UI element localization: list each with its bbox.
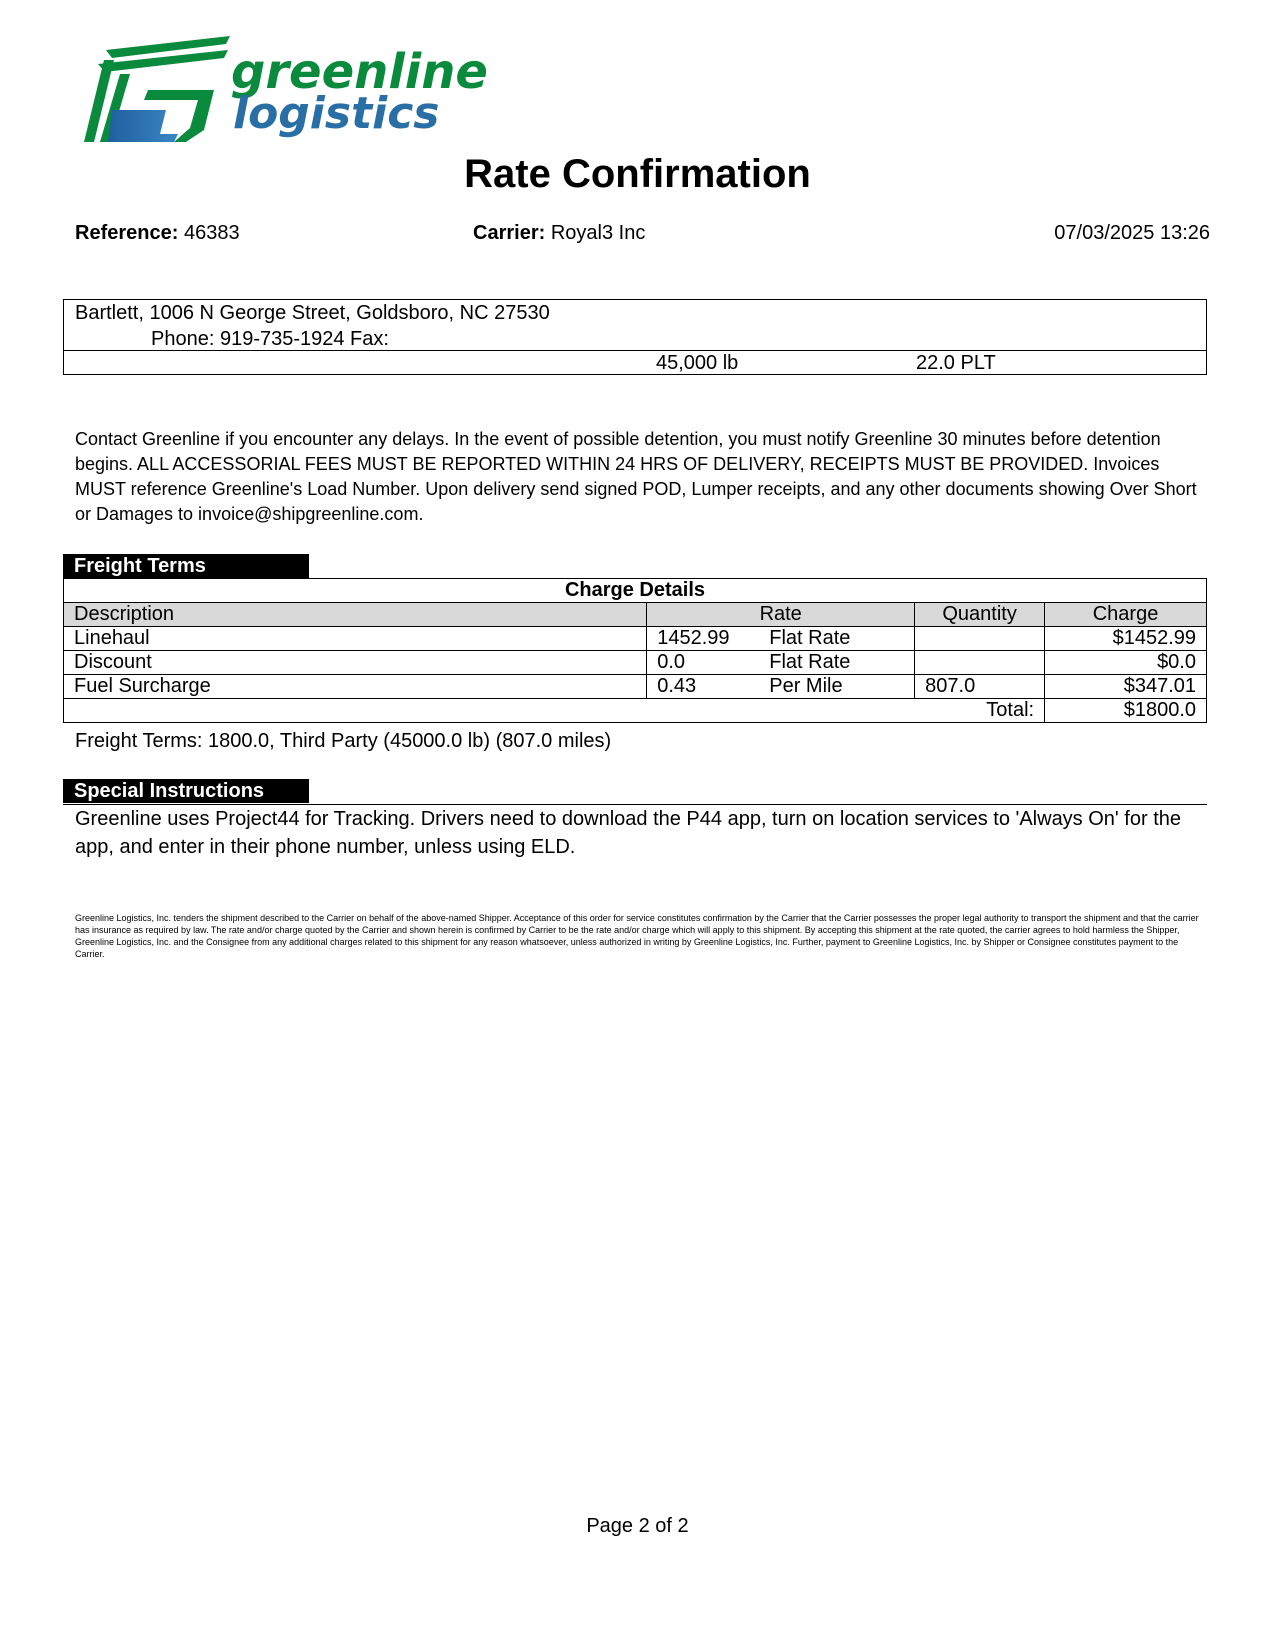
greenline-logo-icon: [78, 30, 488, 150]
column-header: Rate: [647, 603, 915, 627]
charge-description: Fuel Surcharge: [64, 675, 647, 699]
stop-weight: 45,000 lb: [656, 352, 739, 374]
rate-type: Flat Rate: [769, 627, 851, 649]
column-header: Description: [64, 603, 647, 627]
rate-type: Per Mile: [769, 675, 843, 697]
legal-disclaimer: Greenline Logistics, Inc. tenders the shipment described to the Carrier on behalf of the above-named Shipper. Acceptance of this order for service constitutes confirmation by the Carrier that the Carrier possesses the proper legal authority to transport the shipment and that the carrier has insurance as required by law. The rate and/or charge quoted by the Carrier and shown herein is confirmed by Carrier to be the rate and/or charge which will apply to this shipment. By accepting this shipment at the rate quoted, the carrier agrees to hold harmless the Shipper, Greenline Logistics, Inc. and the Consignee from any additional charges related to this shipment for any reason whatsoever, unless authorized in writing by Greenline Logistics, Inc. Further, payment to Greenline Logistics, Inc. by Shipper or Consignee constitutes payment to the Carrier.: [75, 913, 1199, 959]
freight-terms-heading: Freight Terms: [63, 554, 309, 578]
stop-divider: [64, 350, 1206, 351]
rate-type: Flat Rate: [769, 651, 851, 673]
special-instructions-text: Greenline uses Project44 for Tracking. Drivers need to download the P44 app, turn on location services to 'Always On' for the app, and enter in their phone number, unless using ELD.: [75, 808, 1181, 858]
rate-value: 0.43: [657, 675, 697, 697]
carrier-value: Royal3 Inc: [550, 222, 646, 244]
table-row: [64, 675, 1207, 699]
stop-pallets: 22.0 PLT: [916, 352, 996, 374]
rate-value: 1452.99: [657, 627, 730, 649]
carrier-label: Carrier:: [473, 222, 546, 244]
charge-amount: $0.0: [1045, 651, 1207, 675]
svg-text:greenline: greenline: [231, 44, 488, 100]
stop-address: Bartlett, 1006 N George Street, Goldsboro, NC 27530: [75, 302, 550, 324]
carrier: [473, 222, 645, 245]
charge-quantity: 807.0: [915, 675, 1045, 699]
svg-text:logistics: logistics: [233, 88, 440, 139]
charge-rate: [647, 627, 915, 651]
company-logo: [78, 30, 488, 150]
charge-description: Linehaul: [64, 627, 647, 651]
special-instructions-heading: Special Instructions: [63, 779, 309, 803]
charge-amount: $347.01: [1045, 675, 1207, 699]
table-row: [64, 627, 1207, 651]
document-title: Rate Confirmation: [464, 152, 811, 196]
charge-quantity: [915, 627, 1045, 651]
total-row: [64, 699, 1207, 723]
reference-label: Reference:: [75, 222, 179, 244]
column-header: Charge: [1045, 603, 1207, 627]
reference: [75, 222, 240, 245]
delay-notice: Contact Greenline if you encounter any delays. In the event of possible detention, you must notify Greenline 30 minutes before detention begins. ALL ACCESSORIAL FEES MUST BE REPORTED WITHIN 24 HRS OF DELIVERY, RECEIPTS MUST BE PROVIDED. Invoices MUST reference Greenline's Load Number. Upon delivery send signed POD, Lumper receipts, and any other documents showing Over Short or Damages to invoice@shipgreenline.com.: [75, 429, 1197, 524]
charge-quantity: [915, 651, 1045, 675]
stop-phone: Phone: 919-735-1924 Fax:: [151, 328, 389, 350]
document-datetime: 07/03/2025 13:26: [1054, 222, 1210, 244]
stop-box: [63, 299, 1207, 375]
charge-amount: $1452.99: [1045, 627, 1207, 651]
charge-rate: [647, 651, 915, 675]
charge-details-table: [63, 578, 1207, 723]
reference-value: 46383: [183, 222, 240, 244]
charge-details-title: Charge Details: [64, 579, 1207, 603]
column-header: Quantity: [915, 603, 1045, 627]
charge-description: Discount: [64, 651, 647, 675]
page-number: Page 2 of 2: [586, 1515, 689, 1537]
table-row: [64, 651, 1207, 675]
table-header-row: [64, 603, 1207, 627]
total-value: $1800.0: [1045, 699, 1207, 723]
rate-value: 0.0: [657, 651, 686, 673]
freight-terms-summary: Freight Terms: 1800.0, Third Party (45000.0 lb) (807.0 miles): [75, 730, 612, 752]
charge-rate: [647, 675, 915, 699]
total-label: Total:: [64, 699, 1045, 723]
